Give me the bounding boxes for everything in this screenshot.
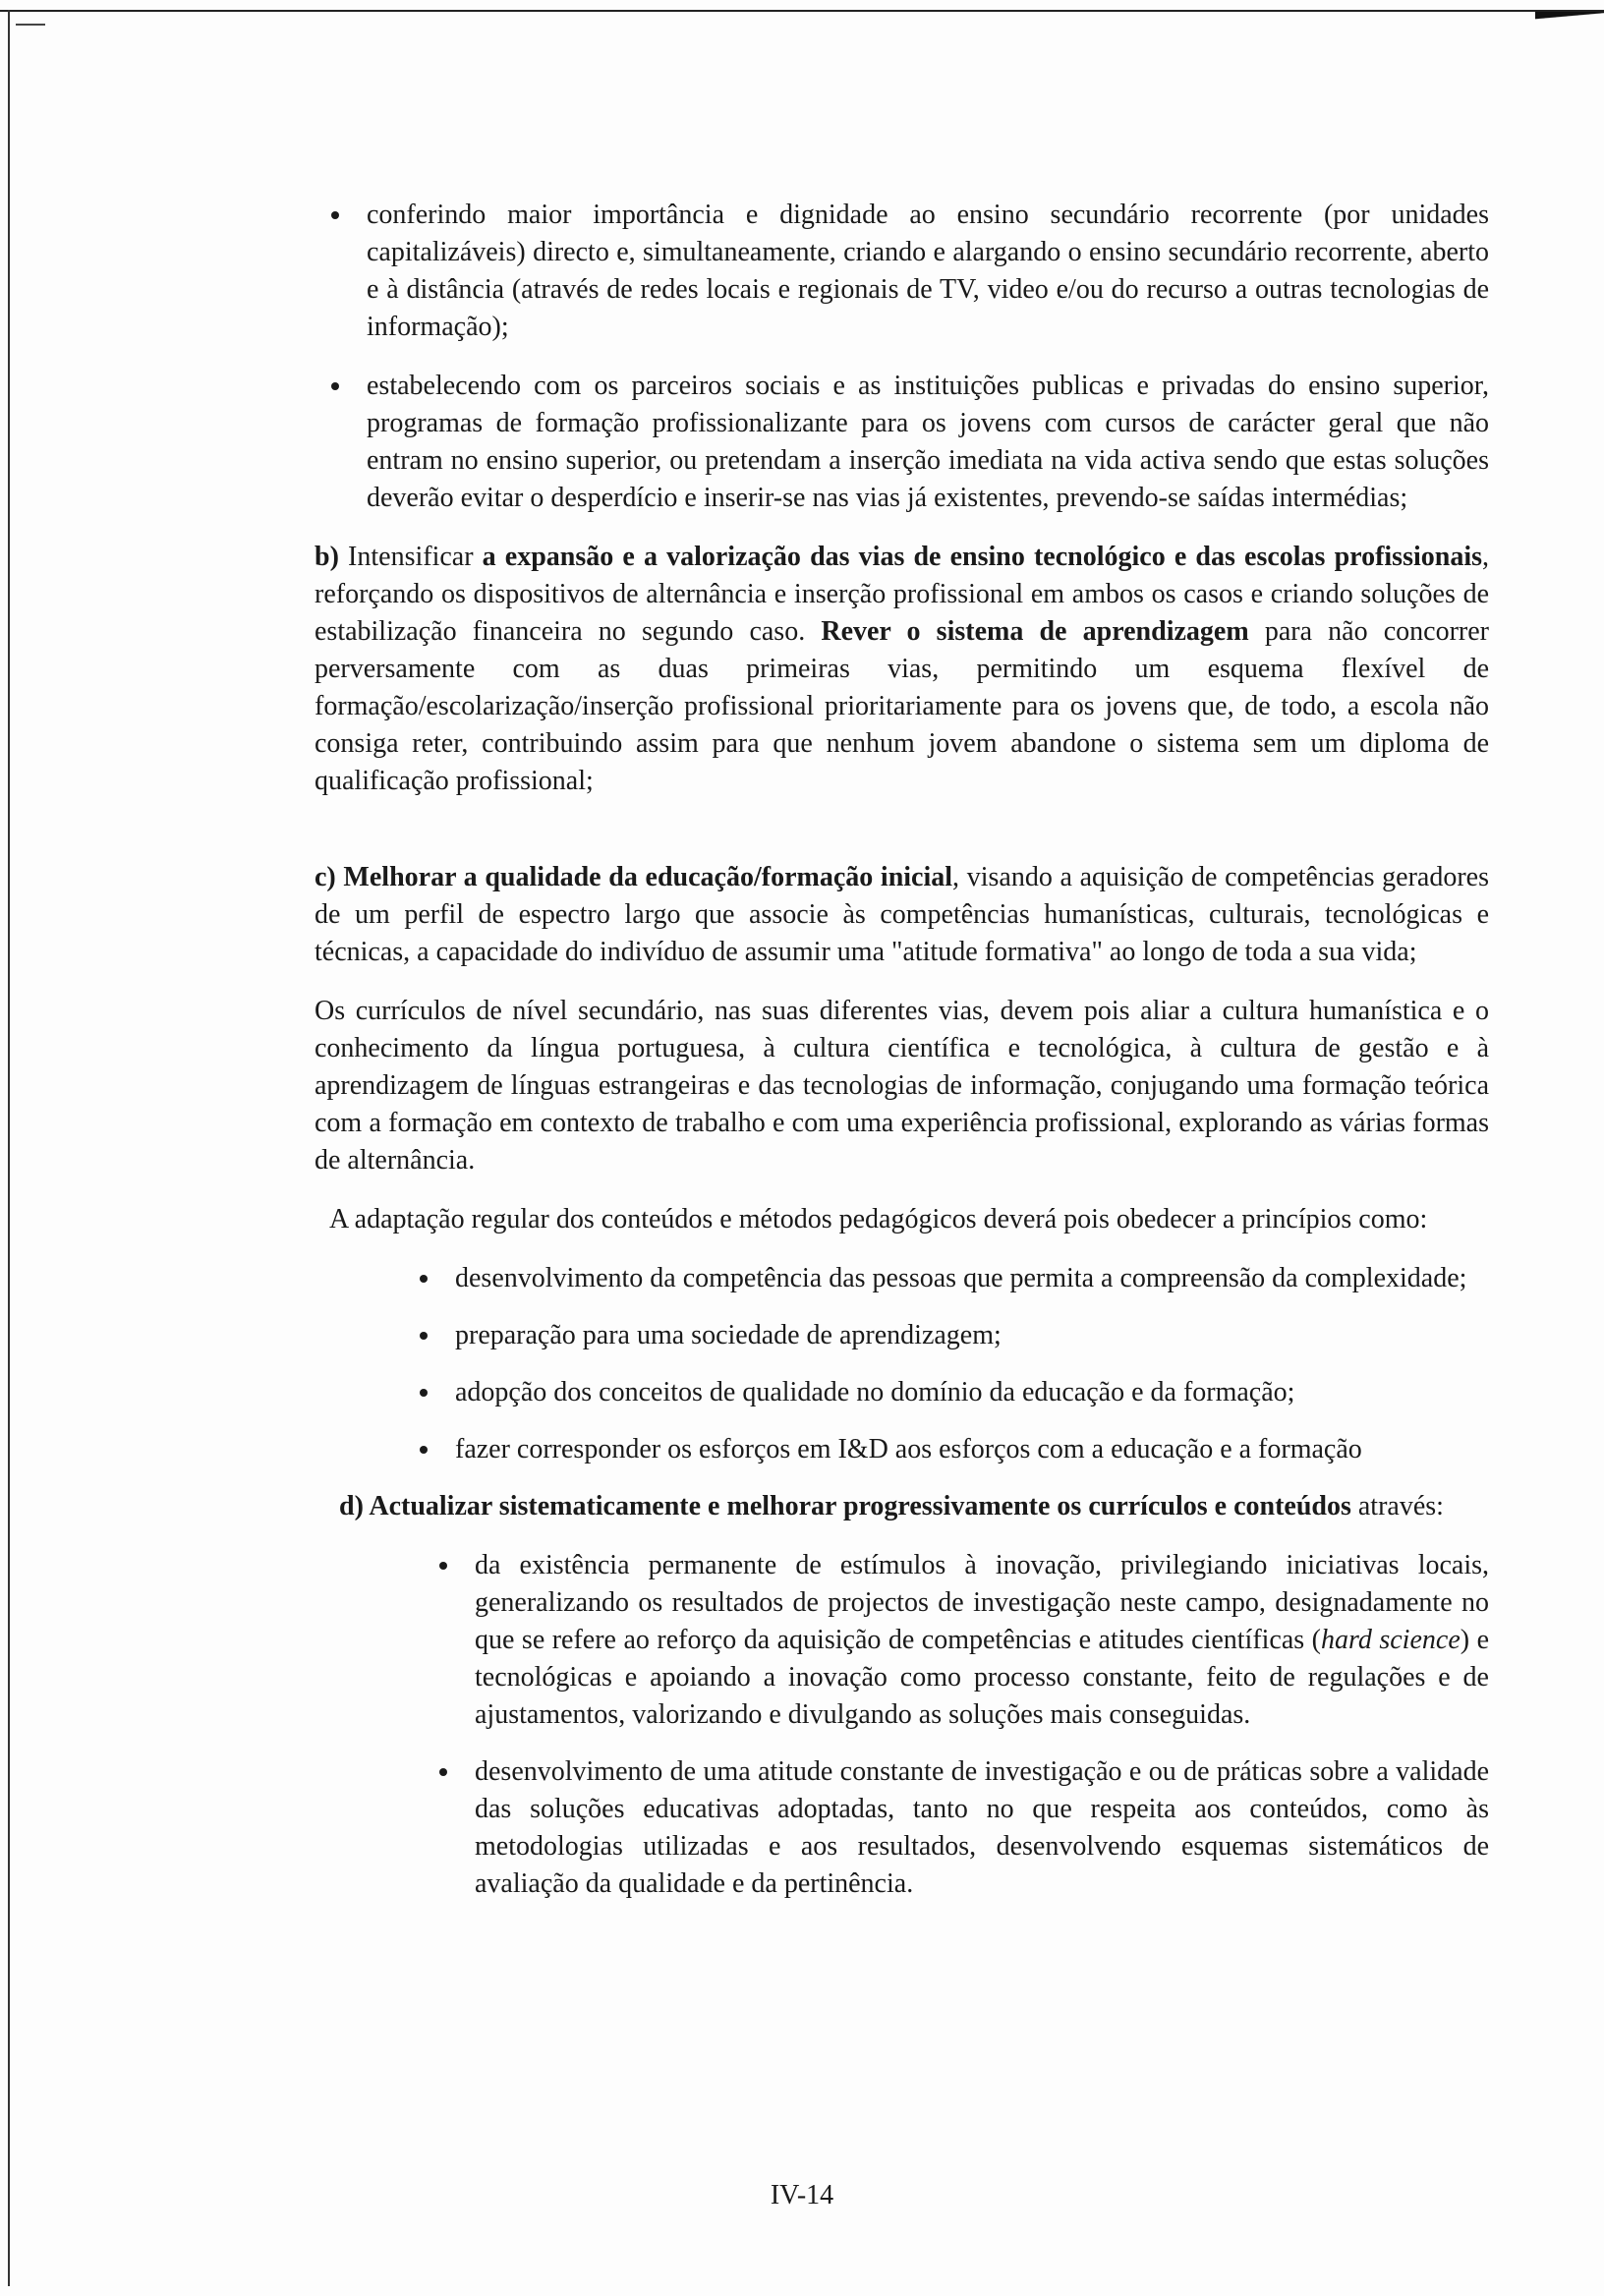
section-c-paragraph: c) Melhorar a qualidade da educação/formação inicial, visando a aquisição de competências geradores de um perfil de espectro largo que associe às competências humanísticas, culturais, tecnológicas e técnicas, a capacidade do indivíduo de assumir uma "atitude formativa" ao longo de toda a sua vida; — [315, 862, 1489, 967]
bullet-icon — [420, 1275, 428, 1283]
bullet-icon — [420, 1332, 428, 1340]
section-d-bullet-list — [428, 1547, 1489, 1903]
section-spacer — [319, 822, 1489, 859]
list-item: desenvolvimento de uma atitude constante de investigação e ou de práticas sobre a validade das soluções educativas adoptadas, tanto no que respeita aos conteúdos, como às metodologias utilizadas e aos resultados, desenvolvendo esquemas sistemáticos de avaliação da qualidade e da pertinência. — [428, 1753, 1489, 1903]
corner-mark — [16, 24, 45, 26]
list-item: estabelecendo com os parceiros sociais e as instituições publicas e privadas do ensino superior, programas de formação profissionalizante para os jovens com cursos de carácter geral que não entram no ensino superior, ou pretendam a inserção imediata na vida activa sendo que estas soluções deverão evitar o desperdício e inserir-se nas vias já existentes, prevendo-se saídas intermédias; — [319, 368, 1489, 517]
scan-border-left — [8, 10, 10, 2286]
scan-border-top — [0, 10, 1604, 12]
bullet-icon — [331, 211, 339, 219]
list-item: adopção dos conceitos de qualidade no domínio da educação e da formação; — [408, 1374, 1489, 1411]
list-item: da existência permanente de estímulos à inovação, privilegiando iniciativas locais, generalizando os resultados de projectos de investigação neste campo, designadamente no que se refere ao reforço da aquisição de competências e atitudes científicas (hard science) e tecnológicas e apoiando a inovação como processo constante, feito de regulações e de ajustamentos, valorizando e divulgando as soluções mais conseguidas. — [428, 1547, 1489, 1734]
corner-shadow — [1535, 12, 1604, 26]
section-b-paragraph: b) Intensificar a expansão e a valorização das vias de ensino tecnológico e das escolas profissionais, reforçando os dispositivos de alternância e inserção profissional em ambos os casos e criando soluções de estabilização financeira no segundo caso. Rever o sistema de aprendizagem para não concorrer perversamente com as duas primeiras vias, permitindo um esquema flexível de formação/escolarização/inserção profissional prioritariamente para os jovens que, de todo, a escola não consiga reter, contribuindo assim para que nenhum jovem abandone o sistema sem um diploma de qualificação profissional; — [315, 542, 1489, 796]
page-number: IV-14 — [770, 2180, 834, 2210]
section-c-paragraph-3: A adaptação regular dos conteúdos e métodos pedagógicos deverá pois obedecer a princípios como: — [329, 1204, 1428, 1234]
section-c-bullet-list — [408, 1260, 1489, 1468]
section-d-paragraph: d) Actualizar sistematicamente e melhorar progressivamente os currículos e conteúdos através: — [339, 1491, 1444, 1521]
top-bullet-list — [319, 197, 1489, 517]
list-item: desenvolvimento da competência das pessoas que permita a compreensão da complexidade; — [408, 1260, 1489, 1297]
list-item: fazer corresponder os esforços em I&D aos esforços com a educação e a formação — [408, 1431, 1489, 1468]
section-c-paragraph-2: Os currículos de nível secundário, nas suas diferentes vias, devem pois aliar a cultura humanística e o conhecimento da língua portuguesa, à cultura científica e tecnológica, à cultura de gestão e à aprendizagem de línguas estrangeiras e das tecnologias de informação, conjugando uma formação teórica com a formação em contexto de trabalho e com uma experiência profissional, explorando as várias formas de alternância. — [315, 996, 1489, 1176]
bullet-icon — [331, 382, 339, 390]
bullet-icon — [420, 1389, 428, 1397]
list-item: conferindo maior importância e dignidade ao ensino secundário recorrente (por unidades capitalizáveis) directo e, simultaneamente, criando e alargando o ensino secundário recorrente, aberto e à distância (através de redes locais e regionais de TV, video e/ou do recurso a outras tecnologias de informação); — [319, 197, 1489, 346]
list-item: preparação para uma sociedade de aprendizagem; — [408, 1317, 1489, 1354]
bullet-icon — [439, 1562, 447, 1570]
bullet-icon — [439, 1768, 447, 1776]
bullet-icon — [420, 1446, 428, 1454]
page-body — [315, 197, 1489, 1923]
